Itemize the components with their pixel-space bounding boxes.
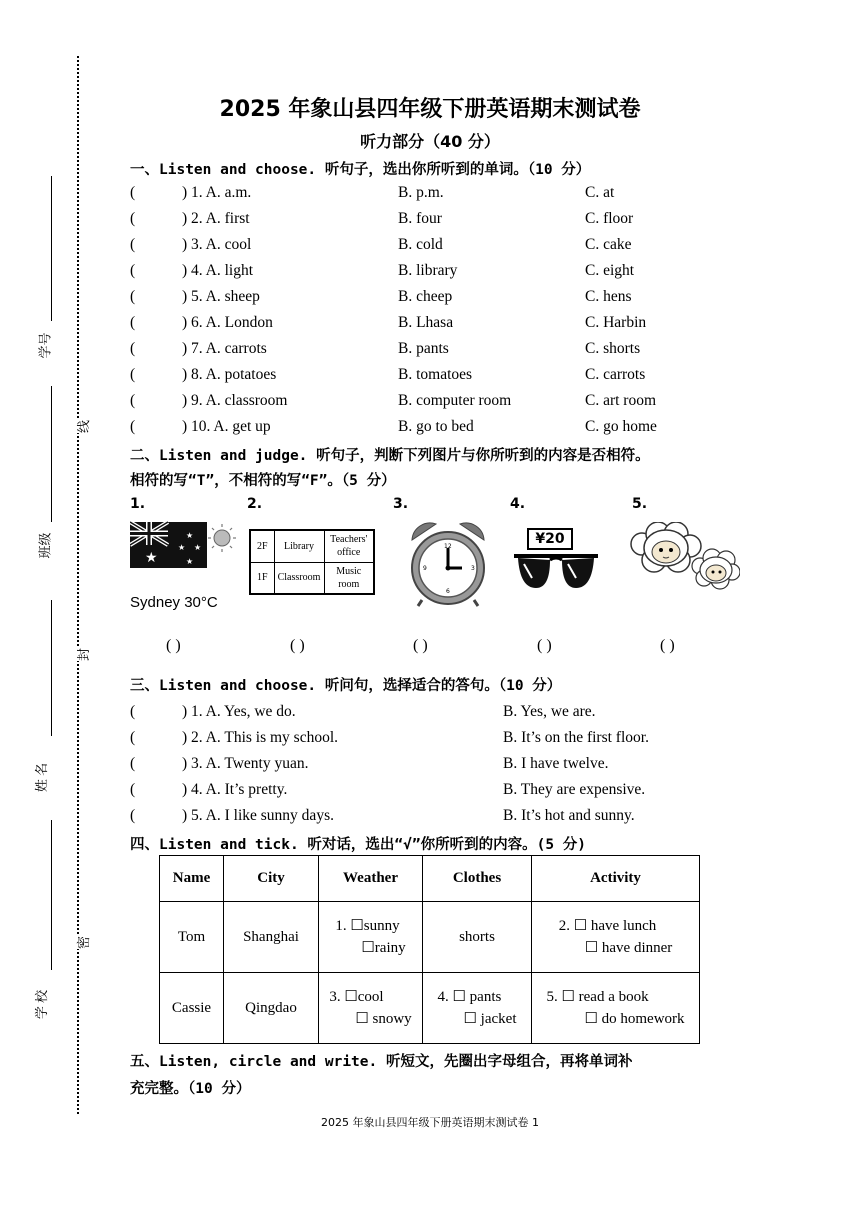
answer-blank[interactable]: (	[130, 807, 136, 824]
question-option-a: ) 8. A. potatoes	[182, 366, 277, 383]
answer-blank[interactable]: (	[130, 781, 136, 798]
question-option-c: C. at	[585, 184, 615, 201]
question-option-c: C. hens	[585, 288, 632, 305]
australia-flag-sun-icon	[130, 520, 240, 570]
answer-blank[interactable]: (	[130, 236, 136, 253]
question-option-c: C. Harbin	[585, 314, 647, 331]
answer-option-b: B. I have twelve.	[503, 755, 609, 772]
question-option-c: C. floor	[585, 210, 634, 227]
answer-option-a: ) 3. A. Twenty yuan.	[182, 755, 309, 772]
checkbox-cool[interactable]: 3. ☐cool	[329, 989, 384, 1005]
question-option-b: B. computer room	[398, 392, 512, 409]
question-option-a: ) 2. A. first	[182, 210, 250, 227]
answer-option-a: ) 2. A. This is my school.	[182, 729, 339, 746]
question-option-c: C. eight	[585, 262, 635, 279]
alarm-clock-icon	[406, 518, 490, 608]
checkbox-rainy[interactable]: ☐rainy	[361, 940, 406, 956]
student-number-line	[51, 176, 52, 321]
answer-blank[interactable]: (	[130, 184, 136, 201]
checkbox-read-a-book[interactable]: 5. ☐ read a book	[546, 989, 649, 1005]
sydney-temperature-caption: Sydney 30°C	[130, 594, 218, 611]
checkbox-have-lunch[interactable]: 2. ☐ have lunch	[558, 918, 657, 934]
header-name: Name	[160, 856, 224, 902]
question-option-b: B. Lhasa	[398, 314, 454, 331]
question-option-a: ) 4. A. light	[182, 262, 254, 279]
section-5-heading-line2: 充完整。（10 分）	[130, 1081, 251, 1097]
picture-number-2: 2.	[247, 496, 263, 512]
exam-title: 2025 年象山县四年级下册英语期末测试卷	[219, 97, 641, 122]
cell-clothes: shorts	[423, 902, 532, 973]
cell-city: Shanghai	[224, 902, 319, 973]
cell-activity	[532, 902, 700, 973]
cell-clothes	[423, 973, 532, 1044]
price-tag: ¥20	[527, 528, 573, 550]
answer-blank[interactable]: (	[130, 729, 136, 746]
sunglasses-icon	[510, 548, 602, 596]
checkbox-pants[interactable]: 4. ☐ pants	[437, 989, 502, 1005]
judge-answer-1[interactable]: ( )	[166, 637, 181, 654]
question-option-c: C. carrots	[585, 366, 646, 383]
answer-option-a: ) 1. A. Yes, we do.	[182, 703, 296, 720]
cut-mark-mi: 密	[72, 936, 93, 949]
answer-blank[interactable]: (	[130, 418, 136, 435]
cut-mark-feng: 封	[72, 648, 93, 661]
section-3-heading: 三、Listen and choose. 听问句，选择适合的答句。（10 分）	[130, 678, 562, 694]
section-2-heading-line2: 相符的写“T”，不相符的写“F”。（5 分）	[130, 473, 396, 489]
answer-blank[interactable]: (	[130, 755, 136, 772]
question-option-c: C. art room	[585, 392, 657, 409]
checkbox-snowy[interactable]: ☐ snowy	[355, 1011, 412, 1027]
header-city: City	[224, 856, 319, 902]
answer-option-b: B. They are expensive.	[503, 781, 646, 798]
question-option-c: C. go home	[585, 418, 657, 435]
svg-text:12: 12	[444, 543, 452, 550]
floor-label-1f: 1F	[250, 562, 274, 594]
binding-dotted-line	[77, 56, 79, 1114]
checkbox-sunny[interactable]: 1. ☐sunny	[335, 918, 400, 934]
question-option-a: ) 9. A. classroom	[182, 392, 288, 409]
table-row	[160, 973, 700, 1044]
picture-number-3: 3.	[393, 496, 409, 512]
room-classroom: Classroom	[274, 562, 324, 594]
school-line	[51, 820, 52, 970]
picture-number-1: 1.	[130, 496, 146, 512]
answer-blank[interactable]: (	[130, 392, 136, 409]
question-option-a: ) 7. A. carrots	[182, 340, 267, 357]
class-label: 班级	[37, 532, 53, 559]
cell-city: Qingdao	[224, 973, 319, 1044]
header-clothes: Clothes	[423, 856, 532, 902]
sheep-icon	[628, 522, 740, 590]
answer-blank[interactable]: (	[130, 340, 136, 357]
question-option-a: ) 1. A. a.m.	[182, 184, 252, 201]
question-option-c: C. shorts	[585, 340, 641, 357]
question-option-b: B. pants	[398, 340, 449, 357]
room-teachers-office: Teachers' office	[324, 530, 374, 562]
answer-blank[interactable]: (	[130, 210, 136, 227]
picture-number-4: 4.	[510, 496, 526, 512]
name-label: 姓 名	[34, 762, 50, 793]
floor-label-2f: 2F	[250, 530, 274, 562]
svg-text:★: ★	[186, 557, 194, 566]
judge-answer-5[interactable]: ( )	[660, 637, 675, 654]
name-line	[51, 600, 52, 736]
header-activity: Activity	[532, 856, 700, 902]
cell-weather	[319, 973, 423, 1044]
answer-option-a: ) 4. A. It’s pretty.	[182, 781, 288, 798]
section-5-heading-line1: 五、Listen, circle and write. 听短文，先圈出字母组合，再将单词补	[130, 1054, 633, 1070]
answer-option-b: B. It’s on the first floor.	[503, 729, 649, 746]
question-option-a: ) 3. A. cool	[182, 236, 252, 253]
room-music-room: Music room	[324, 562, 374, 594]
judge-answer-3[interactable]: ( )	[413, 637, 428, 654]
checkbox-do-homework[interactable]: ☐ do homework	[584, 1011, 685, 1027]
judge-answer-2[interactable]: ( )	[290, 637, 305, 654]
cell-activity	[532, 973, 700, 1044]
student-number-label: 学号	[37, 332, 53, 359]
answer-option-b: B. It’s hot and sunny.	[503, 807, 635, 824]
class-line	[51, 386, 52, 522]
question-option-a: ) 5. A. sheep	[182, 288, 260, 305]
school-floor-plan	[249, 529, 375, 595]
question-option-b: B. library	[398, 262, 458, 279]
table-header-row	[160, 856, 700, 902]
svg-text:6: 6	[446, 588, 450, 595]
section-2-heading-line1: 二、Listen and judge. 听句子，判断下列图片与你所听到的内容是否相符。	[130, 448, 650, 464]
question-option-b: B. go to bed	[398, 418, 474, 435]
answer-blank[interactable]: (	[130, 703, 136, 720]
section-1-heading: 一、Listen and choose. 听句子，选出你所听到的单词。（10 分）	[130, 162, 591, 178]
checkbox-jacket[interactable]: ☐ jacket	[463, 1011, 517, 1027]
question-option-a: ) 6. A. London	[182, 314, 273, 331]
answer-option-b: B. Yes, we are.	[503, 703, 596, 720]
listen-tick-table	[159, 855, 700, 1044]
question-option-b: B. tomatoes	[398, 366, 473, 383]
question-option-b: B. four	[398, 210, 442, 227]
answer-blank[interactable]: (	[130, 288, 136, 305]
answer-option-a: ) 5. A. I like sunny days.	[182, 807, 334, 824]
page-footer: 2025 年象山县四年级下册英语期末测试卷 1	[321, 1116, 539, 1129]
room-library: Library	[274, 530, 324, 562]
svg-text:★: ★	[178, 543, 186, 552]
svg-text:★: ★	[186, 531, 194, 540]
question-option-b: B. p.m.	[398, 184, 444, 201]
question-option-b: B. cold	[398, 236, 443, 253]
svg-text:★: ★	[194, 543, 202, 552]
svg-text:★: ★	[145, 550, 158, 566]
picture-number-5: 5.	[632, 496, 648, 512]
header-weather: Weather	[319, 856, 423, 902]
listening-part-title: 听力部分（40 分）	[360, 132, 500, 151]
school-label: 学 校	[34, 989, 50, 1020]
answer-blank[interactable]: (	[130, 262, 136, 279]
section-4-heading: 四、Listen and tick. 听对话，选出“√”你所听到的内容。(5 分)	[130, 837, 587, 853]
cell-name: Cassie	[160, 973, 224, 1044]
svg-text:9: 9	[423, 565, 427, 572]
cell-name: Tom	[160, 902, 224, 973]
checkbox-have-dinner[interactable]: ☐ have dinner	[584, 940, 673, 956]
question-option-c: C. cake	[585, 236, 632, 253]
question-option-a: ) 10. A. get up	[182, 418, 271, 435]
question-option-b: B. cheep	[398, 288, 453, 305]
answer-blank[interactable]: (	[130, 314, 136, 331]
cut-mark-xian: 线	[72, 420, 93, 433]
answer-blank[interactable]: (	[130, 366, 136, 383]
svg-text:3: 3	[471, 565, 475, 572]
cell-weather	[319, 902, 423, 973]
judge-answer-4[interactable]: ( )	[537, 637, 552, 654]
table-row	[160, 902, 700, 973]
